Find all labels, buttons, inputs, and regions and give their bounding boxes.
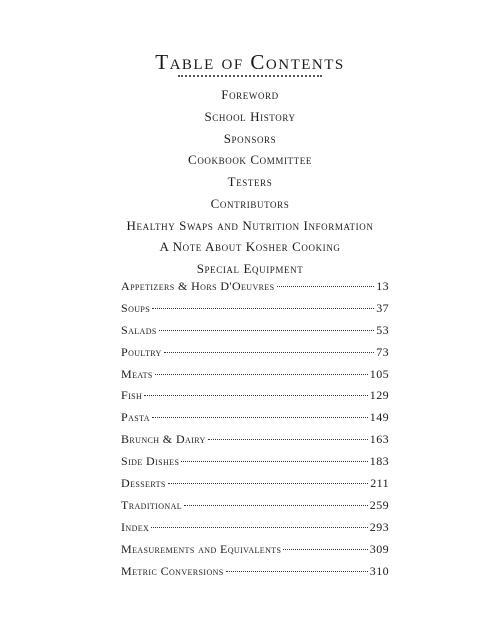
toc-entry — [121, 451, 389, 473]
toc-entry — [121, 429, 389, 451]
chapter-label: Soups — [121, 300, 151, 315]
front-matter-item: Cookbook Committee — [188, 152, 312, 168]
page-title: Table of Contents — [155, 50, 345, 74]
toc-entry — [121, 473, 389, 495]
page-number: 105 — [369, 366, 389, 381]
toc-entry — [121, 539, 389, 561]
page-number: 309 — [369, 541, 389, 556]
dot-leader — [164, 352, 374, 353]
front-matter-item: A Note About Kosher Cooking — [159, 239, 341, 255]
chapter-label: Index — [121, 519, 150, 534]
front-matter-item: School History — [204, 108, 296, 124]
page-number: 13 — [376, 279, 389, 293]
page-number: 183 — [369, 454, 389, 469]
dot-leader — [151, 527, 368, 528]
chapter-label: Side Dishes — [121, 454, 180, 469]
dot-leader — [181, 461, 368, 462]
dot-leader — [226, 571, 368, 572]
front-matter-item: Sponsors — [223, 130, 277, 146]
chapter-label: Brunch & Dairy — [121, 432, 206, 447]
toc-entry — [121, 276, 389, 298]
page-number: 53 — [376, 322, 389, 337]
chapter-label: Meats — [121, 366, 153, 381]
toc-entry — [121, 517, 389, 539]
page-number: 149 — [369, 410, 389, 425]
dot-leader — [144, 395, 368, 396]
dot-leader — [152, 417, 368, 418]
toc-entry — [121, 364, 389, 386]
toc-entry — [121, 407, 389, 429]
chapter-label: Appetizers & Hors D'Oeuvres — [121, 279, 275, 293]
dot-leader — [283, 549, 367, 550]
front-matter-item: Special Equipment — [196, 261, 304, 276]
front-matter-item: Testers — [227, 174, 273, 189]
dot-leader — [208, 439, 368, 440]
page-number: 37 — [376, 300, 389, 315]
page-number: 293 — [369, 519, 389, 534]
front-matter-item: Foreword — [221, 87, 279, 102]
title-dotted-rule — [178, 75, 322, 77]
dot-leader — [152, 308, 374, 309]
chapter-label: Metric Conversions — [121, 563, 224, 578]
page-number: 211 — [370, 476, 389, 491]
page-number: 259 — [369, 497, 389, 512]
chapter-label: Pasta — [121, 410, 150, 425]
front-matter-list — [0, 84, 500, 280]
dot-leader — [277, 286, 375, 287]
dot-leader — [168, 483, 369, 484]
dot-leader — [155, 374, 368, 375]
front-matter-item: Healthy Swaps and Nutrition Information — [126, 217, 374, 233]
page-number: 73 — [376, 344, 389, 359]
page-number: 129 — [369, 388, 389, 403]
toc-entry — [121, 495, 389, 517]
chapter-label: Salads — [121, 322, 157, 337]
page-number: 163 — [369, 432, 389, 447]
dot-leader — [159, 330, 374, 331]
toc-entry — [121, 561, 389, 583]
toc-entry — [121, 320, 389, 342]
toc-entry — [121, 298, 389, 320]
chapter-list — [121, 276, 389, 582]
chapter-label: Desserts — [121, 476, 166, 491]
chapter-label: Measurements and Equivalents — [121, 541, 282, 556]
dot-leader — [184, 505, 368, 506]
chapter-label: Fish — [121, 388, 143, 403]
front-matter-item: Contributors — [210, 195, 290, 211]
toc-entry — [121, 385, 389, 407]
toc-entry — [121, 342, 389, 364]
chapter-label: Traditional — [121, 497, 183, 512]
page-number: 310 — [369, 563, 389, 578]
chapter-label: Poultry — [121, 344, 162, 359]
